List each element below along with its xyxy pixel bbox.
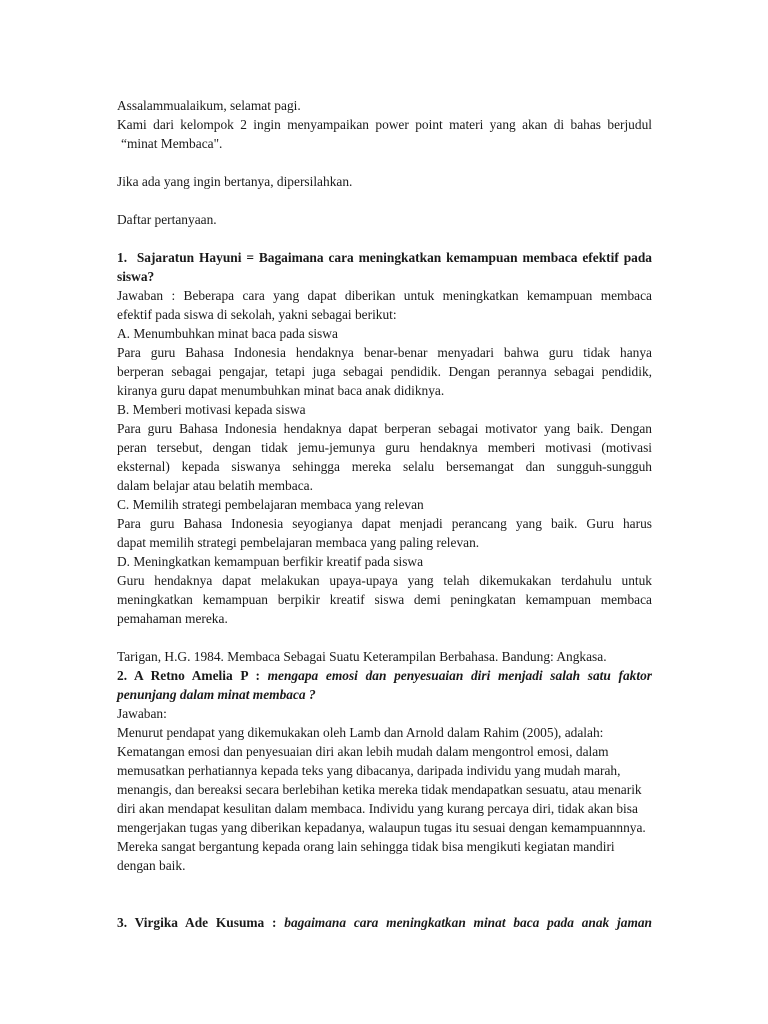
answer-line: Para guru Bahasa Indonesia hendaknya dapat berperan sebagai motivator yang baik. Dengan	[117, 421, 652, 436]
answer-line: kiranya guru dapat menumbuhkan minat baca anak didiknya.	[117, 383, 445, 398]
greeting: Assalammualaikum, selamat pagi.	[117, 98, 301, 113]
answer-line: Para guru Bahasa Indonesia seyogianya dapat menjadi perancang yang baik. Guru harus	[117, 516, 652, 531]
answer-line: Guru hendaknya dapat melakukan upaya-upaya yang telah dikemukakan terdahulu untuk	[117, 573, 652, 588]
answer-line: efektif pada siswa di sekolah, yakni sebagai berikut:	[117, 307, 397, 322]
answer-line: menangis, dan bereaksi secara berlebihan ketika mereka tidak mendapatkan sesuatu, atau menarik	[117, 782, 642, 797]
invite-text: Jika ada yang ingin bertanya, dipersilahkan.	[117, 174, 353, 189]
list-title: Daftar pertanyaan.	[117, 212, 217, 227]
answer-line: diri akan mendapat kesulitan dalam membaca. Individu yang kurang percaya diri, tidak akan bisa	[117, 801, 638, 816]
answer-line: dalam belajar atau belatih membaca.	[117, 478, 313, 493]
answer-line: memusatkan perhatiannya kepada teks yang dibacanya, daripada individu yang mudah marah,	[117, 763, 621, 778]
intro-line: Kami dari kelompok 2 ingin menyampaikan power point materi yang akan di bahas berjudul	[117, 117, 652, 132]
intro-line: “minat Membaca".	[121, 136, 223, 151]
answer-line: dengan baik.	[117, 858, 186, 873]
question-text: siswa?	[117, 269, 155, 284]
question-asker: 2. A Retno Amelia P :	[117, 668, 268, 683]
answer-line: Jawaban : Beberapa cara yang dapat diberikan untuk meningkatkan kemampuan membaca	[117, 288, 652, 303]
subpoint-title: B. Memberi motivasi kepada siswa	[117, 402, 306, 417]
answer-line: Kematangan emosi dan penyesuaian diri akan lebih mudah dalam mengontrol emosi, dalam	[117, 744, 609, 759]
answer-line: mengerjakan tugas yang diberikan kepadanya, walaupun tugas itu sesuai dengan kemampuannnya.	[117, 820, 646, 835]
answer-line: berperan sebagai pengajar, tetapi juga sebagai pendidik. Dengan perannya sebagai pendidik,	[117, 364, 652, 379]
answer-line: pemahaman mereka.	[117, 611, 228, 626]
question-asker: Sajaratun Hayuni =	[136, 250, 259, 265]
subpoint-title: A. Menumbuhkan minat baca pada siswa	[117, 326, 338, 341]
question-text: mengapa emosi dan penyesuaian diri menjadi salah satu faktor	[267, 668, 652, 683]
question-number: 1.	[117, 250, 128, 265]
reference: Tarigan, H.G. 1984. Membaca Sebagai Suatu Keterampilan Berbahasa. Bandung: Angkasa.	[117, 649, 607, 664]
answer-line: Menurut pendapat yang dikemukakan oleh Lamb dan Arnold dalam Rahim (2005), adalah:	[117, 725, 604, 740]
question-1-heading	[117, 248, 652, 267]
answer-line: Para guru Bahasa Indonesia hendaknya benar-benar menyadari bahwa guru tidak hanya	[117, 345, 652, 360]
answer-line: meningkatkan kemampuan berpikir kreatif siswa demi peningkatan kemampuan membaca	[117, 592, 652, 607]
question-text: Bagaimana cara meningkatkan kemampuan membaca efektif pada	[258, 250, 652, 265]
subpoint-title: C. Memilih strategi pembelajaran membaca yang relevan	[117, 497, 424, 512]
answer-line: dapat memilih strategi pembelajaran membaca yang paling relevan.	[117, 535, 480, 550]
answer-line: peran tersebut, dengan tidak jemu-jemunya guru hendaknya memberi motivasi (motivasi	[117, 440, 652, 455]
question-text: penunjang dalam minat membaca ?	[117, 687, 316, 702]
answer-line: eksternal) kepada siswanya sehingga mereka selalu bersemangat dan sungguh-sungguh	[117, 459, 652, 474]
subpoint-title: D. Meningkatkan kemampuan berfikir kreatif pada siswa	[117, 554, 424, 569]
answer-line: Mereka sangat bergantung kepada orang lain sehingga tidak bisa mengikuti kegiatan mandiri	[117, 839, 615, 854]
question-3-heading	[117, 913, 652, 932]
question-2-heading	[117, 666, 652, 685]
answer-label: Jawaban:	[117, 706, 167, 721]
question-asker: 3. Virgika Ade Kusuma :	[117, 915, 285, 930]
question-text: bagaimana cara meningkatkan minat baca pada anak jaman	[284, 915, 653, 930]
